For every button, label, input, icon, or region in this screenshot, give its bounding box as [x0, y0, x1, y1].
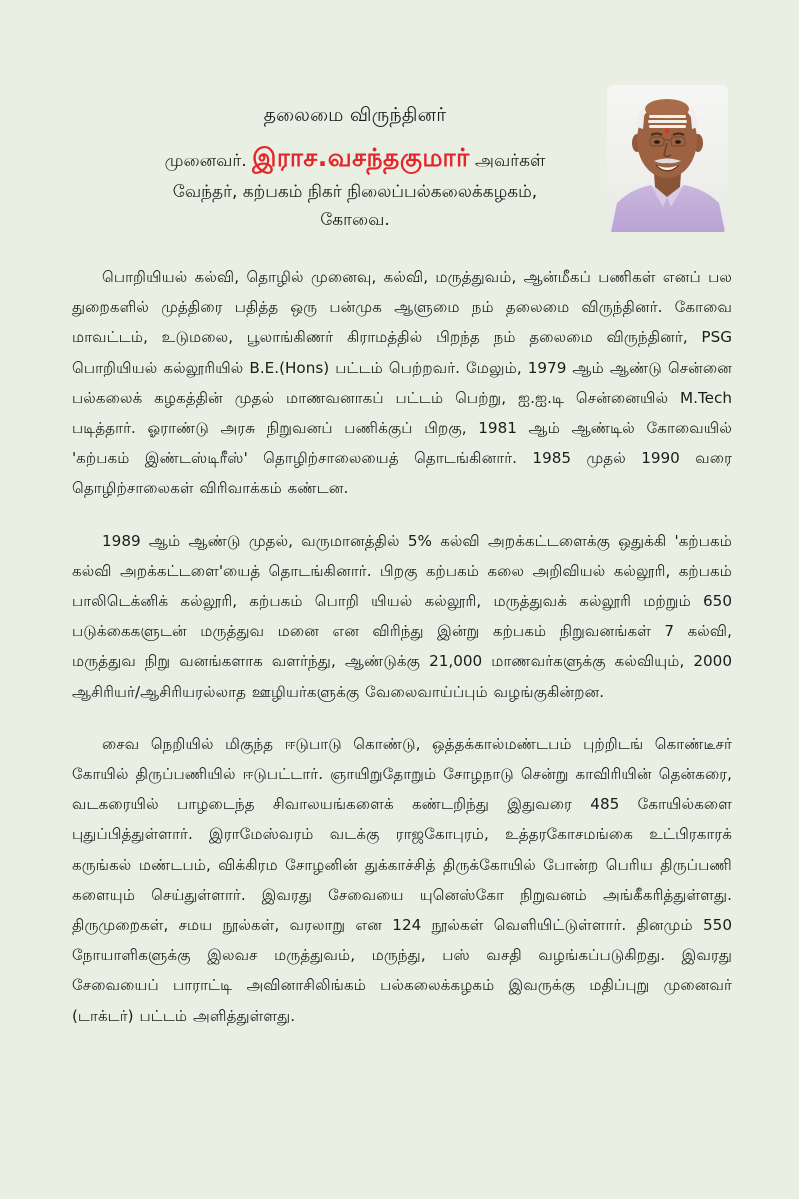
- chief-guest-header: [100, 96, 610, 238]
- biography-content: [72, 262, 732, 1053]
- name-suffix: அவர்கள்: [475, 151, 546, 171]
- section-heading: தலைமை விருந்தினர்: [263, 104, 447, 126]
- guest-designation: வேந்தர், கற்பகம் நிகர் நிலைப்பல்கலைக்கழகம்,: [172, 182, 538, 202]
- paragraph-3: சைவ நெறியில் மிகுந்த ஈடுபாடு கொண்டு, ஒத்தக்கால்மண்டபம் புற்றிடங் கொண்டீசர் கோயில் திருப்பணியில் ஈடுபட்டார். ஞாயிறுதோறும் சோழநாடு சென்று காவிரியின் தென்கரை, வடகரையில் பாழடைந்த சிவாலயங்களைக் கண்டறிந்து இதுவரை 485 கோயில்களை புதுப்பித்துள்ளார். இராமேஸ்வரம் வடக்கு ராஜகோபுரம், உத்தரகோசமங்கை உட்பிரகாரக் கருங்கல் மண்டபம், விக்கிரம சோழனின் துக்காச்சித் திருக்கோயில் போன்ற பெரிய திருப்பணி களையும் செய்துள்ளார். இவரது சேவையை யுனெஸ்கோ நிறுவனம் அங்கீகரித்துள்ளது. திருமுறைகள், சமய நூல்கள், வரலாறு என 124 நூல்கள் வெளியிட்டுள்ளார். தினமும் 550 நோயாளிகளுக்கு இலவச மருத்துவம், மருந்து, பஸ் வசதி வழங்கப்படுகிறது. இவரது சேவையைப் பாராட்டி அவினாசிலிங்கம் பல்கலைக்கழகம் இவருக்கு மதிப்புறு முனைவர் (டாக்டர்) பட்டம் அளித்துள்ளது.: [72, 734, 732, 1025]
- guest-name-line: [100, 143, 610, 176]
- paragraph-2: 1989 ஆம் ஆண்டு முதல், வருமானத்தில் 5% கல்வி அறக்கட்டளைக்கு ஒதுக்கி 'கற்பகம் கல்வி அறக்கட்டளை'யைத் தொடங்கினார். பிறகு கற்பகம் கலை அறிவியல் கல்லூரி, கற்பகம் பாலிடெக்னிக் கல்லூரி, கற்பகம் பொறி யியல் கல்லூரி, மருத்துவக் கல்லூரி மற்றும் 650 படுக்கைகளுடன் மருத்துவ மனை என விரிந்து இன்று கற்பகம் நிறுவனங்கள் 7 கல்வி, மருத்துவ நிறு வனங்களாக வளர்ந்து, ஆண்டுக்கு 21,000 மாணவர்களுக்கு கல்வியும், 2000 ஆசிரியர்/ஆசிரியரல்லாத ஊழியர்களுக்கு வேலைவாய்ப்பும் வழங்குகின்றன.: [72, 531, 732, 701]
- guest-name: இராச.வசந்தகுமார்: [252, 143, 470, 172]
- name-prefix: முனைவர்.: [164, 151, 247, 171]
- paragraph-1: பொறியியல் கல்வி, தொழில் முனைவு, கல்வி, மருத்துவம், ஆன்மீகப் பணிகள் எனப் பல துறைகளில் முத்திரை பதித்த ஒரு பன்முக ஆளுமை நம் தலைமை விருந்தினர். கோவை மாவட்டம், உடுமலை, பூலாங்கிணர் கிராமத்தில் பிறந்த நம் தலைமை விருந்தினர், PSG பொறியியல் கல்லூரியில் B.E.(Hons) பட்டம் பெற்றவர். மேலும், 1979 ஆம் ஆண்டு சென்னை பல்கலைக் கழகத்தின் முதல் மாணவனாகப் பட்டம் பெற்று, ஐ.ஐ.டி சென்னையில் M.Tech படித்தார். ஓராண்டு அரசு நிறுவனப் பணிக்குப் பிறகு, 1981 ஆம் ஆண்டில் கோவையில் 'கற்பகம் இண்டஸ்டிரீஸ்' தொழிற்சாலையைத் தொடங்கினார். 1985 முதல் 1990 வரை தொழிற்சாலைகள் விரிவாக்கம் கண்டன.: [72, 268, 732, 498]
- guest-photo: [607, 85, 728, 232]
- guest-location: கோவை.: [320, 210, 390, 230]
